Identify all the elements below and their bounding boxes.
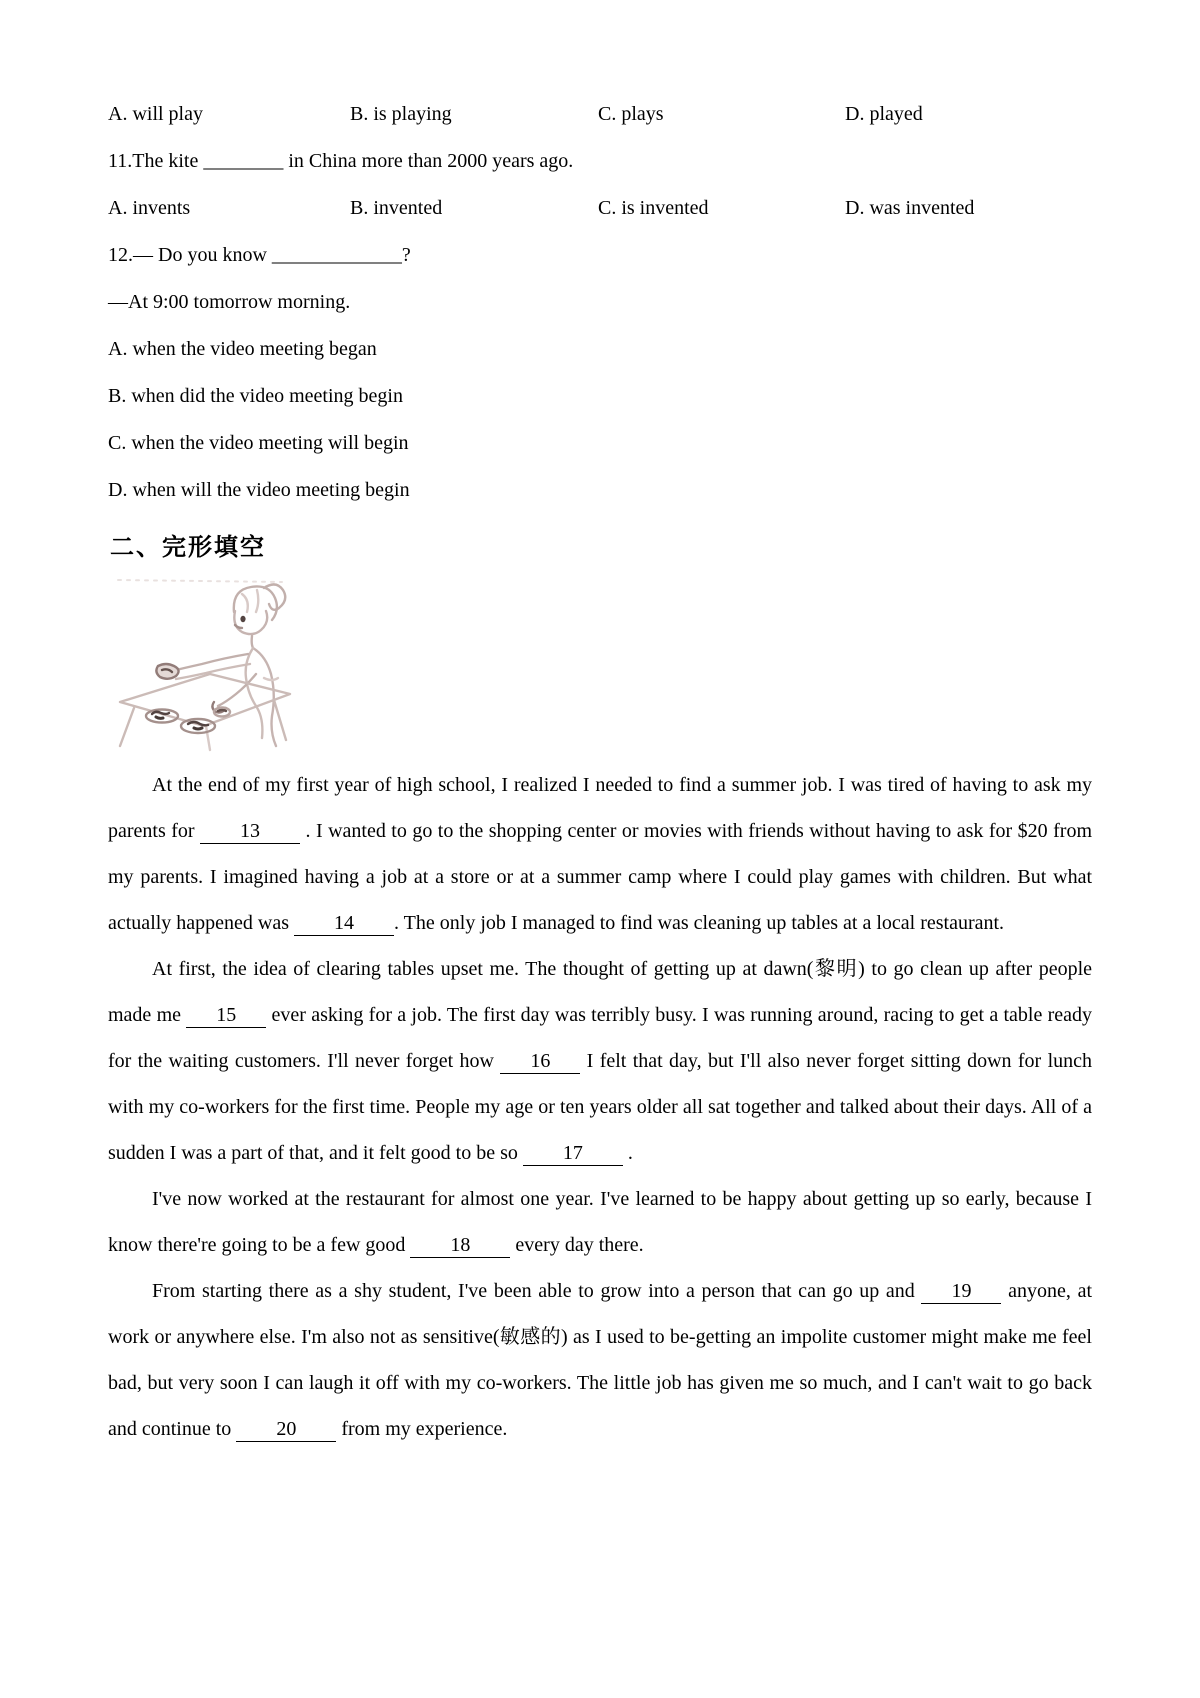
passage-paragraph: From starting there as a shy student, I've been able to grow into a person that can go up and 19 anyone, at work or anywhere else. I'm also not as sensitive(敏感的) as I used to be-getting an impolite customer might make me feel bad, but very soon I can laugh it off with my co-workers. The little job has given me so much, and I can't wait to go back and continue to 20 from my experience. — [108, 1280, 1092, 1440]
cloze-blank-18: 18 — [410, 1235, 510, 1258]
passage-paragraph: At the end of my first year of high school, I realized I needed to find a summer job. I was tired of having to ask my parents for 13 . I wanted to go to the shopping center or movies with friends without having to ask for $20 from my parents. I imagined having a job at a store or at a summer camp where I could play games with children. But what actually happened was 14 . The only job I managed to find was cleaning up tables at a local restaurant. — [108, 774, 1092, 934]
q12-stem: 12.— Do you know _____________? — [108, 244, 411, 266]
cloze-illustration — [114, 578, 294, 754]
q12-option-a: A. when the video meeting began — [108, 338, 377, 360]
q11-option-a: A. invents — [108, 197, 191, 219]
q10-option-a: A. will play — [108, 103, 203, 125]
q11-option-b: B. invented — [350, 197, 443, 219]
q11-option-d: D. was invented — [845, 197, 975, 219]
cloze-blank-14: 14 — [294, 913, 394, 936]
cloze-blank-15: 15 — [186, 1005, 266, 1028]
q12-option-c: C. when the video meeting will begin — [108, 432, 409, 454]
q10-option-d: D. played — [845, 103, 923, 125]
cloze-blank-16: 16 — [500, 1051, 580, 1074]
q10-option-b: B. is playing — [350, 103, 452, 125]
q10-options-row — [108, 91, 1092, 138]
passage-paragraph: I've now worked at the restaurant for almost one year. I've learned to be happy about getting up so early, because I know there're going to be a few good 18 every day there. — [108, 1188, 1092, 1256]
q12-option-b: B. when did the video meeting begin — [108, 385, 403, 407]
q12-reply: —At 9:00 tomorrow morning. — [108, 291, 351, 313]
q11-option-c: C. is invented — [598, 197, 709, 219]
cloze-passage — [108, 762, 1092, 1452]
cloze-blank-17: 17 — [523, 1143, 623, 1166]
cloze-blank-19: 19 — [921, 1281, 1001, 1304]
girl-wiping-table-sketch-image — [114, 578, 294, 754]
q11-stem: 11.The kite ________ in China more than 2000 years ago. — [108, 150, 574, 172]
section2-heading: 二、完形填空 — [110, 534, 266, 561]
passage-paragraph: At first, the idea of clearing tables upset me. The thought of getting up at dawn(黎明) to go clean up after people made me 15 ever asking for a job. The first day was terribly busy. I was running around, racing to get a table ready for the waiting customers. I'll never forget how 16 I felt that day, but I'll also never forget sitting down for lunch with my co-workers for the first time. People my age or ten years older all sat together and talked about their days. All of a sudden I was a part of that, and it felt good to be so 17 . — [108, 958, 1093, 1164]
q10-option-c: C. plays — [598, 103, 664, 125]
q12-option-d: D. when will the video meeting begin — [108, 479, 410, 501]
q11-options-row — [108, 185, 1092, 232]
cloze-blank-13: 13 — [200, 821, 300, 844]
cloze-blank-20: 20 — [236, 1419, 336, 1442]
